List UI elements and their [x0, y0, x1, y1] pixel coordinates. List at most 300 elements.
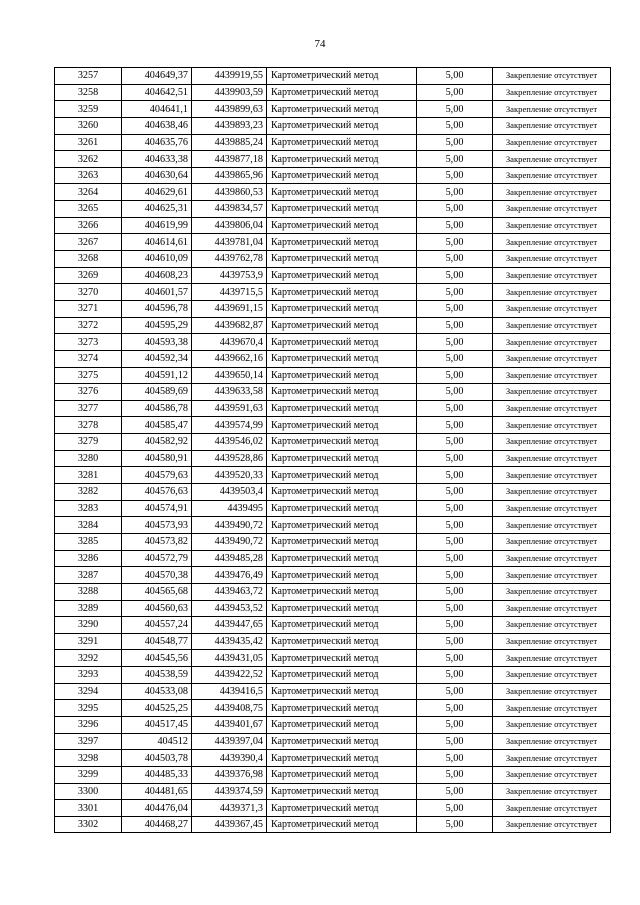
x-coordinate-cell: 404560,63	[122, 600, 192, 617]
fixing-cell: Закрепление отсутствует	[493, 750, 611, 767]
table-row	[55, 617, 611, 634]
method-cell: Картометрический метод	[267, 217, 417, 234]
y-coordinate-cell: 4439919,55	[192, 68, 267, 85]
x-coordinate-cell: 404503,78	[122, 750, 192, 767]
method-cell: Картометрический метод	[267, 600, 417, 617]
table-row	[55, 450, 611, 467]
x-coordinate-cell: 404642,51	[122, 84, 192, 101]
fixing-cell: Закрепление отсутствует	[493, 583, 611, 600]
x-coordinate-cell: 404601,57	[122, 284, 192, 301]
accuracy-cell: 5,00	[417, 633, 493, 650]
accuracy-cell: 5,00	[417, 434, 493, 451]
table-row	[55, 667, 611, 684]
method-cell: Картометрический метод	[267, 567, 417, 584]
point-number-cell: 3296	[55, 716, 122, 733]
table-row	[55, 816, 611, 833]
accuracy-cell: 5,00	[417, 117, 493, 134]
x-coordinate-cell: 404573,82	[122, 533, 192, 550]
accuracy-cell: 5,00	[417, 334, 493, 351]
method-cell: Картометрический метод	[267, 700, 417, 717]
fixing-cell: Закрепление отсутствует	[493, 633, 611, 650]
y-coordinate-cell: 4439899,63	[192, 101, 267, 118]
y-coordinate-cell: 4439401,67	[192, 716, 267, 733]
page-number: 74	[314, 38, 326, 50]
accuracy-cell: 5,00	[417, 783, 493, 800]
method-cell: Картометрический метод	[267, 450, 417, 467]
x-coordinate-cell: 404593,38	[122, 334, 192, 351]
method-cell: Картометрический метод	[267, 317, 417, 334]
point-number-cell: 3287	[55, 567, 122, 584]
accuracy-cell: 5,00	[417, 600, 493, 617]
method-cell: Картометрический метод	[267, 617, 417, 634]
table-row	[55, 184, 611, 201]
y-coordinate-cell: 4439503,4	[192, 484, 267, 501]
accuracy-cell: 5,00	[417, 217, 493, 234]
point-number-cell: 3289	[55, 600, 122, 617]
accuracy-cell: 5,00	[417, 350, 493, 367]
y-coordinate-cell: 4439390,4	[192, 750, 267, 767]
y-coordinate-cell: 4439682,87	[192, 317, 267, 334]
table-row	[55, 284, 611, 301]
fixing-cell: Закрепление отсутствует	[493, 317, 611, 334]
fixing-cell: Закрепление отсутствует	[493, 400, 611, 417]
accuracy-cell: 5,00	[417, 284, 493, 301]
method-cell: Картометрический метод	[267, 766, 417, 783]
x-coordinate-cell: 404512	[122, 733, 192, 750]
point-number-cell: 3266	[55, 217, 122, 234]
y-coordinate-cell: 4439860,53	[192, 184, 267, 201]
fixing-cell: Закрепление отсутствует	[493, 151, 611, 168]
method-cell: Картометрический метод	[267, 251, 417, 268]
x-coordinate-cell: 404591,12	[122, 367, 192, 384]
table-row	[55, 117, 611, 134]
y-coordinate-cell: 4439528,86	[192, 450, 267, 467]
y-coordinate-cell: 4439371,3	[192, 800, 267, 817]
point-number-cell: 3288	[55, 583, 122, 600]
point-number-cell: 3267	[55, 234, 122, 251]
table-row	[55, 217, 611, 234]
table-row	[55, 517, 611, 534]
table-row	[55, 716, 611, 733]
accuracy-cell: 5,00	[417, 450, 493, 467]
accuracy-cell: 5,00	[417, 101, 493, 118]
fixing-cell: Закрепление отсутствует	[493, 417, 611, 434]
fixing-cell: Закрепление отсутствует	[493, 101, 611, 118]
point-number-cell: 3269	[55, 267, 122, 284]
x-coordinate-cell: 404629,61	[122, 184, 192, 201]
y-coordinate-cell: 4439416,5	[192, 683, 267, 700]
x-coordinate-cell: 404579,63	[122, 467, 192, 484]
y-coordinate-cell: 4439591,63	[192, 400, 267, 417]
y-coordinate-cell: 4439781,04	[192, 234, 267, 251]
x-coordinate-cell: 404573,93	[122, 517, 192, 534]
y-coordinate-cell: 4439893,23	[192, 117, 267, 134]
point-number-cell: 3292	[55, 650, 122, 667]
point-number-cell: 3283	[55, 500, 122, 517]
table-row	[55, 484, 611, 501]
table-row	[55, 151, 611, 168]
fixing-cell: Закрепление отсутствует	[493, 350, 611, 367]
point-number-cell: 3275	[55, 367, 122, 384]
fixing-cell: Закрепление отсутствует	[493, 300, 611, 317]
fixing-cell: Закрепление отсутствует	[493, 134, 611, 151]
y-coordinate-cell: 4439408,75	[192, 700, 267, 717]
fixing-cell: Закрепление отсутствует	[493, 800, 611, 817]
accuracy-cell: 5,00	[417, 384, 493, 401]
point-number-cell: 3260	[55, 117, 122, 134]
accuracy-cell: 5,00	[417, 251, 493, 268]
y-coordinate-cell: 4439520,33	[192, 467, 267, 484]
y-coordinate-cell: 4439490,72	[192, 517, 267, 534]
method-cell: Картометрический метод	[267, 84, 417, 101]
method-cell: Картометрический метод	[267, 300, 417, 317]
method-cell: Картометрический метод	[267, 816, 417, 833]
y-coordinate-cell: 4439422,52	[192, 667, 267, 684]
x-coordinate-cell: 404582,92	[122, 434, 192, 451]
y-coordinate-cell: 4439476,49	[192, 567, 267, 584]
point-number-cell: 3272	[55, 317, 122, 334]
fixing-cell: Закрепление отсутствует	[493, 683, 611, 700]
x-coordinate-cell: 404595,29	[122, 317, 192, 334]
accuracy-cell: 5,00	[417, 517, 493, 534]
method-cell: Картометрический метод	[267, 667, 417, 684]
y-coordinate-cell: 4439650,14	[192, 367, 267, 384]
accuracy-cell: 5,00	[417, 400, 493, 417]
method-cell: Картометрический метод	[267, 733, 417, 750]
method-cell: Картометрический метод	[267, 783, 417, 800]
table-row	[55, 134, 611, 151]
method-cell: Картометрический метод	[267, 517, 417, 534]
fixing-cell: Закрепление отсутствует	[493, 167, 611, 184]
point-number-cell: 3284	[55, 517, 122, 534]
y-coordinate-cell: 4439753,9	[192, 267, 267, 284]
x-coordinate-cell: 404638,46	[122, 117, 192, 134]
y-coordinate-cell: 4439633,58	[192, 384, 267, 401]
fixing-cell: Закрепление отсутствует	[493, 600, 611, 617]
fixing-cell: Закрепление отсутствует	[493, 667, 611, 684]
y-coordinate-cell: 4439877,18	[192, 151, 267, 168]
x-coordinate-cell: 404641,1	[122, 101, 192, 118]
point-number-cell: 3271	[55, 300, 122, 317]
point-number-cell: 3274	[55, 350, 122, 367]
fixing-cell: Закрепление отсутствует	[493, 700, 611, 717]
table-row	[55, 68, 611, 85]
accuracy-cell: 5,00	[417, 234, 493, 251]
fixing-cell: Закрепление отсутствует	[493, 733, 611, 750]
accuracy-cell: 5,00	[417, 683, 493, 700]
fixing-cell: Закрепление отсутствует	[493, 217, 611, 234]
x-coordinate-cell: 404625,31	[122, 201, 192, 218]
point-number-cell: 3302	[55, 816, 122, 833]
y-coordinate-cell: 4439691,15	[192, 300, 267, 317]
fixing-cell: Закрепление отсутствует	[493, 617, 611, 634]
x-coordinate-cell: 404635,76	[122, 134, 192, 151]
y-coordinate-cell: 4439546,02	[192, 434, 267, 451]
accuracy-cell: 5,00	[417, 816, 493, 833]
method-cell: Картометрический метод	[267, 350, 417, 367]
table-row	[55, 600, 611, 617]
x-coordinate-cell: 404585,47	[122, 417, 192, 434]
accuracy-cell: 5,00	[417, 617, 493, 634]
x-coordinate-cell: 404517,45	[122, 716, 192, 733]
table-row	[55, 317, 611, 334]
table-row	[55, 84, 611, 101]
point-number-cell: 3299	[55, 766, 122, 783]
point-number-cell: 3291	[55, 633, 122, 650]
table-row	[55, 700, 611, 717]
point-number-cell: 3282	[55, 484, 122, 501]
accuracy-cell: 5,00	[417, 500, 493, 517]
point-number-cell: 3263	[55, 167, 122, 184]
accuracy-cell: 5,00	[417, 68, 493, 85]
x-coordinate-cell: 404576,63	[122, 484, 192, 501]
point-number-cell: 3261	[55, 134, 122, 151]
accuracy-cell: 5,00	[417, 184, 493, 201]
y-coordinate-cell: 4439834,57	[192, 201, 267, 218]
y-coordinate-cell: 4439670,4	[192, 334, 267, 351]
method-cell: Картометрический метод	[267, 417, 417, 434]
table-row	[55, 750, 611, 767]
point-number-cell: 3281	[55, 467, 122, 484]
method-cell: Картометрический метод	[267, 184, 417, 201]
x-coordinate-cell: 404557,24	[122, 617, 192, 634]
y-coordinate-cell: 4439885,24	[192, 134, 267, 151]
table-row	[55, 783, 611, 800]
x-coordinate-cell: 404592,34	[122, 350, 192, 367]
method-cell: Картометрический метод	[267, 384, 417, 401]
fixing-cell: Закрепление отсутствует	[493, 201, 611, 218]
x-coordinate-cell: 404485,33	[122, 766, 192, 783]
x-coordinate-cell: 404574,91	[122, 500, 192, 517]
fixing-cell: Закрепление отсутствует	[493, 117, 611, 134]
method-cell: Картометрический метод	[267, 683, 417, 700]
method-cell: Картометрический метод	[267, 151, 417, 168]
point-number-cell: 3262	[55, 151, 122, 168]
accuracy-cell: 5,00	[417, 300, 493, 317]
method-cell: Картометрический метод	[267, 117, 417, 134]
table-row	[55, 533, 611, 550]
table-row	[55, 234, 611, 251]
method-cell: Картометрический метод	[267, 367, 417, 384]
table-row	[55, 400, 611, 417]
point-number-cell: 3298	[55, 750, 122, 767]
fixing-cell: Закрепление отсутствует	[493, 650, 611, 667]
x-coordinate-cell: 404476,04	[122, 800, 192, 817]
accuracy-cell: 5,00	[417, 267, 493, 284]
accuracy-cell: 5,00	[417, 550, 493, 567]
accuracy-cell: 5,00	[417, 317, 493, 334]
fixing-cell: Закрепление отсутствует	[493, 384, 611, 401]
fixing-cell: Закрепление отсутствует	[493, 367, 611, 384]
y-coordinate-cell: 4439574,99	[192, 417, 267, 434]
table-row	[55, 201, 611, 218]
table-row	[55, 350, 611, 367]
point-number-cell: 3258	[55, 84, 122, 101]
method-cell: Картометрический метод	[267, 800, 417, 817]
accuracy-cell: 5,00	[417, 700, 493, 717]
y-coordinate-cell: 4439376,98	[192, 766, 267, 783]
fixing-cell: Закрепление отсутствует	[493, 184, 611, 201]
method-cell: Картометрический метод	[267, 633, 417, 650]
accuracy-cell: 5,00	[417, 484, 493, 501]
fixing-cell: Закрепление отсутствует	[493, 816, 611, 833]
accuracy-cell: 5,00	[417, 467, 493, 484]
method-cell: Картометрический метод	[267, 101, 417, 118]
y-coordinate-cell: 4439453,52	[192, 600, 267, 617]
fixing-cell: Закрепление отсутствует	[493, 716, 611, 733]
accuracy-cell: 5,00	[417, 650, 493, 667]
x-coordinate-cell: 404548,77	[122, 633, 192, 650]
coordinates-table	[54, 67, 611, 833]
x-coordinate-cell: 404630,64	[122, 167, 192, 184]
method-cell: Картометрический метод	[267, 467, 417, 484]
point-number-cell: 3286	[55, 550, 122, 567]
table-row	[55, 650, 611, 667]
table-row	[55, 384, 611, 401]
point-number-cell: 3276	[55, 384, 122, 401]
fixing-cell: Закрепление отсутствует	[493, 567, 611, 584]
accuracy-cell: 5,00	[417, 716, 493, 733]
fixing-cell: Закрепление отсутствует	[493, 450, 611, 467]
point-number-cell: 3273	[55, 334, 122, 351]
y-coordinate-cell: 4439374,59	[192, 783, 267, 800]
method-cell: Картометрический метод	[267, 234, 417, 251]
method-cell: Картометрический метод	[267, 716, 417, 733]
fixing-cell: Закрепление отсутствует	[493, 434, 611, 451]
method-cell: Картометрический метод	[267, 400, 417, 417]
method-cell: Картометрический метод	[267, 750, 417, 767]
y-coordinate-cell: 4439447,65	[192, 617, 267, 634]
fixing-cell: Закрепление отсутствует	[493, 68, 611, 85]
fixing-cell: Закрепление отсутствует	[493, 517, 611, 534]
method-cell: Картометрический метод	[267, 68, 417, 85]
point-number-cell: 3280	[55, 450, 122, 467]
point-number-cell: 3294	[55, 683, 122, 700]
accuracy-cell: 5,00	[417, 84, 493, 101]
point-number-cell: 3270	[55, 284, 122, 301]
point-number-cell: 3259	[55, 101, 122, 118]
y-coordinate-cell: 4439435,42	[192, 633, 267, 650]
method-cell: Картометрический метод	[267, 201, 417, 218]
accuracy-cell: 5,00	[417, 533, 493, 550]
x-coordinate-cell: 404619,99	[122, 217, 192, 234]
x-coordinate-cell: 404580,91	[122, 450, 192, 467]
fixing-cell: Закрепление отсутствует	[493, 467, 611, 484]
x-coordinate-cell: 404586,78	[122, 400, 192, 417]
x-coordinate-cell: 404468,27	[122, 816, 192, 833]
point-number-cell: 3264	[55, 184, 122, 201]
point-number-cell: 3257	[55, 68, 122, 85]
method-cell: Картометрический метод	[267, 267, 417, 284]
accuracy-cell: 5,00	[417, 766, 493, 783]
table-row	[55, 467, 611, 484]
accuracy-cell: 5,00	[417, 800, 493, 817]
method-cell: Картометрический метод	[267, 533, 417, 550]
table-row	[55, 500, 611, 517]
accuracy-cell: 5,00	[417, 567, 493, 584]
point-number-cell: 3279	[55, 434, 122, 451]
point-number-cell: 3268	[55, 251, 122, 268]
fixing-cell: Закрепление отсутствует	[493, 251, 611, 268]
y-coordinate-cell: 4439485,28	[192, 550, 267, 567]
x-coordinate-cell: 404533,08	[122, 683, 192, 700]
method-cell: Картометрический метод	[267, 334, 417, 351]
method-cell: Картометрический метод	[267, 134, 417, 151]
y-coordinate-cell: 4439865,96	[192, 167, 267, 184]
table-row	[55, 367, 611, 384]
fixing-cell: Закрепление отсутствует	[493, 533, 611, 550]
fixing-cell: Закрепление отсутствует	[493, 484, 611, 501]
method-cell: Картометрический метод	[267, 434, 417, 451]
table-row	[55, 733, 611, 750]
fixing-cell: Закрепление отсутствует	[493, 84, 611, 101]
point-number-cell: 3265	[55, 201, 122, 218]
accuracy-cell: 5,00	[417, 167, 493, 184]
fixing-cell: Закрепление отсутствует	[493, 766, 611, 783]
point-number-cell: 3278	[55, 417, 122, 434]
y-coordinate-cell: 4439397,04	[192, 733, 267, 750]
accuracy-cell: 5,00	[417, 733, 493, 750]
y-coordinate-cell: 4439495	[192, 500, 267, 517]
point-number-cell: 3293	[55, 667, 122, 684]
x-coordinate-cell: 404525,25	[122, 700, 192, 717]
table-row	[55, 167, 611, 184]
point-number-cell: 3285	[55, 533, 122, 550]
y-coordinate-cell: 4439662,16	[192, 350, 267, 367]
table-row	[55, 800, 611, 817]
fixing-cell: Закрепление отсутствует	[493, 234, 611, 251]
accuracy-cell: 5,00	[417, 750, 493, 767]
x-coordinate-cell: 404570,38	[122, 567, 192, 584]
point-number-cell: 3295	[55, 700, 122, 717]
x-coordinate-cell: 404614,61	[122, 234, 192, 251]
point-number-cell: 3297	[55, 733, 122, 750]
table-row	[55, 583, 611, 600]
fixing-cell: Закрепление отсутствует	[493, 500, 611, 517]
fixing-cell: Закрепление отсутствует	[493, 267, 611, 284]
table-row	[55, 101, 611, 118]
table-row	[55, 434, 611, 451]
fixing-cell: Закрепление отсутствует	[493, 550, 611, 567]
table-row	[55, 550, 611, 567]
x-coordinate-cell: 404649,37	[122, 68, 192, 85]
table-row	[55, 683, 611, 700]
y-coordinate-cell: 4439715,5	[192, 284, 267, 301]
x-coordinate-cell: 404565,68	[122, 583, 192, 600]
point-number-cell: 3301	[55, 800, 122, 817]
method-cell: Картометрический метод	[267, 484, 417, 501]
table-row	[55, 633, 611, 650]
y-coordinate-cell: 4439806,04	[192, 217, 267, 234]
method-cell: Картометрический метод	[267, 167, 417, 184]
table-row	[55, 267, 611, 284]
table-row	[55, 300, 611, 317]
method-cell: Картометрический метод	[267, 550, 417, 567]
y-coordinate-cell: 4439903,59	[192, 84, 267, 101]
accuracy-cell: 5,00	[417, 151, 493, 168]
coordinates-table-body	[55, 68, 611, 833]
table-row	[55, 417, 611, 434]
method-cell: Картометрический метод	[267, 284, 417, 301]
x-coordinate-cell: 404610,09	[122, 251, 192, 268]
accuracy-cell: 5,00	[417, 367, 493, 384]
x-coordinate-cell: 404633,38	[122, 151, 192, 168]
table-row	[55, 567, 611, 584]
table-row	[55, 766, 611, 783]
x-coordinate-cell: 404538,59	[122, 667, 192, 684]
x-coordinate-cell: 404608,23	[122, 267, 192, 284]
y-coordinate-cell: 4439762,78	[192, 251, 267, 268]
